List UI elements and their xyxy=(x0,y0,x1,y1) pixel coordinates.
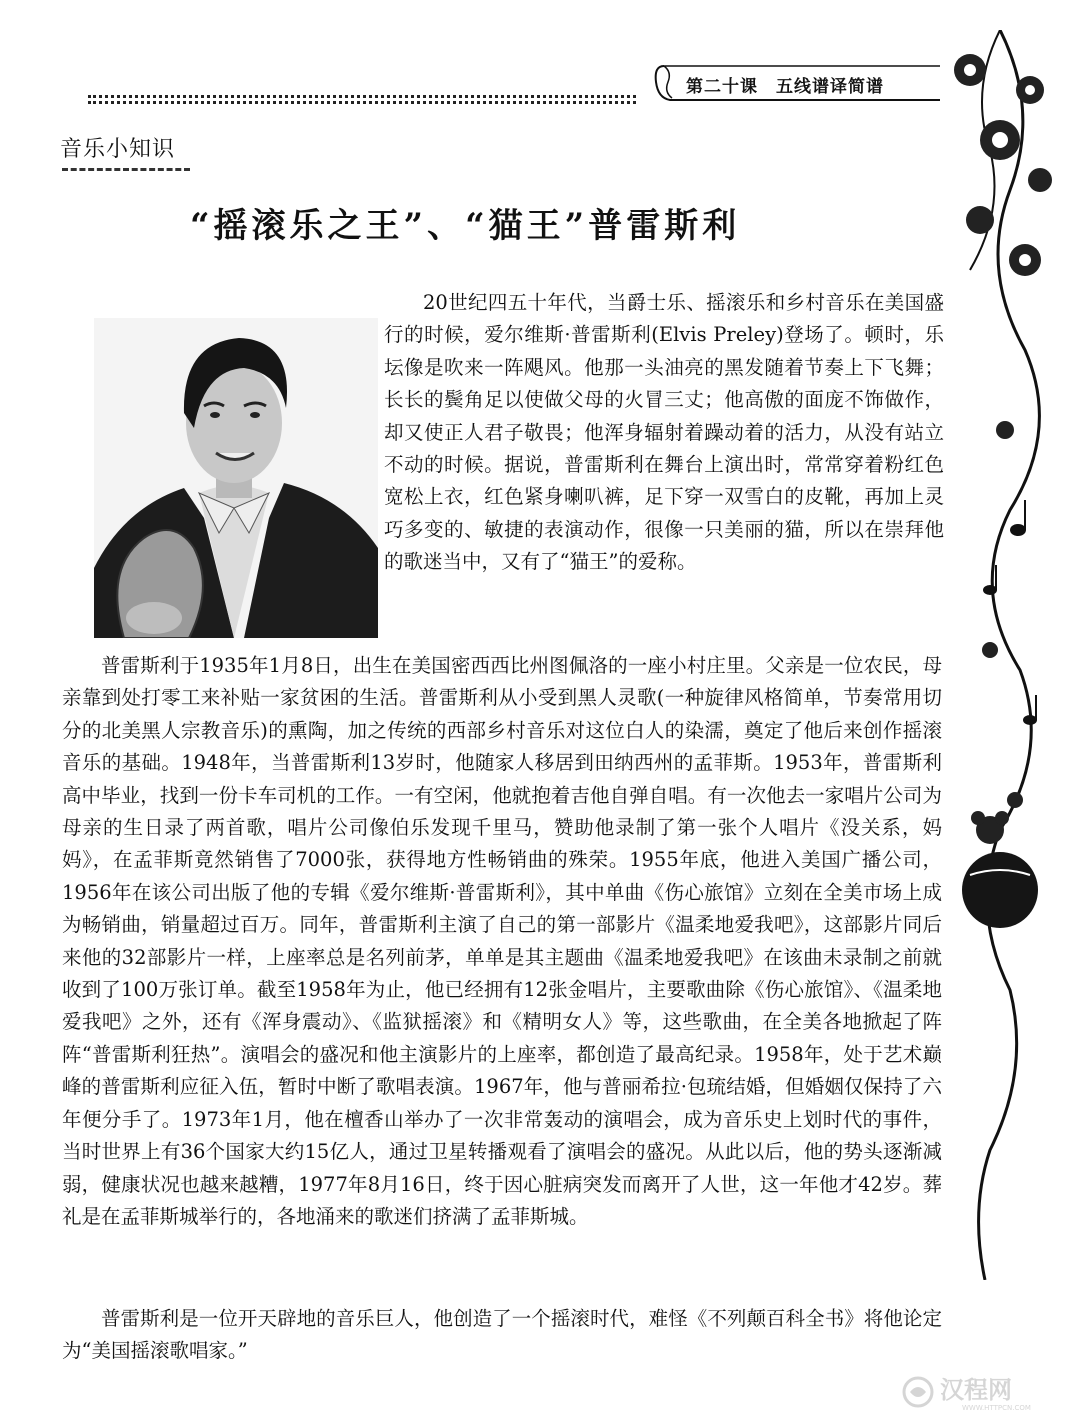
elvis-photo xyxy=(94,318,378,638)
paragraph-intro: 20世纪四五十年代，当爵士乐、摇滚乐和乡村音乐在美国盛行的时候，爱尔维斯·普雷斯利(Elvis Preley)登场了。顿时，乐坛像是吹来一阵飓风。他那一头油亮的黑发随着节奏上下飞舞；长长的鬓角足以使做父母的火冒三丈；他高傲的面庞不饰做作，却又使正人君子敬畏；他浑身辐射着躁动着的活力，从没有站立不动的时候。据说，普雷斯利在舞台上演出时，常常穿着粉红色宽松上衣，红色紧身喇叭裤，足下穿一双雪白的皮靴，再加上灵巧多变的、敏捷的表演动作，很像一只美丽的猫，所以在崇拜他的歌迷当中，又有了“猫王”的爱称。 xyxy=(384,291,944,574)
paragraph-biography: 普雷斯利于1935年1月8日，出生在美国密西西比州图佩洛的一座小村庄里。父亲是一位农民，母亲靠到处打零工来补贴一家贫困的生活。普雷斯利从小受到黑人灵歌(一种旋律风格简单，节奏常用切分的北美黑人宗教音乐)的熏陶，加之传统的西部乡村音乐对这位白人的染濡，奠定了他后来创作摇滚音乐的基础。1948年，当普雷斯利13岁时，他随家人移居到田纳西州的孟菲斯。1953年，普雷斯利高中毕业，找到一份卡车司机的工作。一有空闲，他就抱着吉他自弹自唱。有一次他去一家唱片公司为母亲的生日录了两首歌，唱片公司像伯乐发现千里马，赞助他录制了第一张个人唱片《没关系，妈妈》，在孟菲斯竟然销售了7000张，获得地方性畅销曲的殊荣。1955年底，他进入美国广播公司，1956年在该公司出版了他的专辑《爱尔维斯·普雷斯利》，其中单曲《伤心旅馆》立刻在全美市场上成为畅销曲，销量超过百万。同年，普雷斯利主演了自己的第一部影片《温柔地爱我吧》，这部影片同后来他的32部影片一样，上座率总是名列前茅，单单是其主题曲《温柔地爱我吧》在该曲未录制之前就收到了100万张订单。截至1958年为止，他已经拥有12张金唱片，主要歌曲除《伤心旅馆》、《温柔地爱我吧》之外，还有《浑身震动》、《监狱摇滚》和《精明女人》等，这些歌曲，在全美各地掀起了阵阵“普雷斯利狂热”。演唱会的盛况和他主演影片的上座率，都创造了最高纪录。1958年，处于艺术巅峰的普雷斯利应征入伍，暂时中断了歌唱表演。1967年，他与普丽希拉·包琉结婚，但婚姻仅保持了六年便分手了。1973年1月，他在檀香山举办了一次非常轰动的演唱会，成为音乐史上划时代的事件，当时世界上有36个国家大约15亿人，通过卫星转播观看了演唱会的盛况。从此以后，他的势头逐渐减弱，健康状况也越来越糟，1977年8月16日，终于因心脏病突发而离开了人世，这一年他才42岁。葬礼是在孟菲斯城举行的，各地涌来的歌迷们挤满了孟菲斯城。 xyxy=(62,654,942,1228)
watermark xyxy=(900,1372,1060,1412)
article-title: “摇滚乐之王”、“猫王”普雷斯利 xyxy=(190,206,741,246)
header-rule xyxy=(88,95,636,98)
lesson-title: 第二十课 五线谱译简谱 xyxy=(686,77,884,97)
floral-vine-decoration xyxy=(930,30,1073,1280)
header-rule-2 xyxy=(88,101,636,104)
lesson-header xyxy=(650,62,950,104)
section-label: 音乐小知识 xyxy=(60,137,176,162)
section-underline xyxy=(62,168,190,171)
watermark-text: 汉程网 xyxy=(940,1376,1012,1404)
watermark-url: WWW.HTTPCN.COM xyxy=(962,1404,1031,1412)
paragraph-conclusion: 普雷斯利是一位开天辟地的音乐巨人，他创造了一个摇滚时代，难怪《不列颠百科全书》将他论定为“美国摇滚歌唱家。” xyxy=(62,1307,942,1363)
